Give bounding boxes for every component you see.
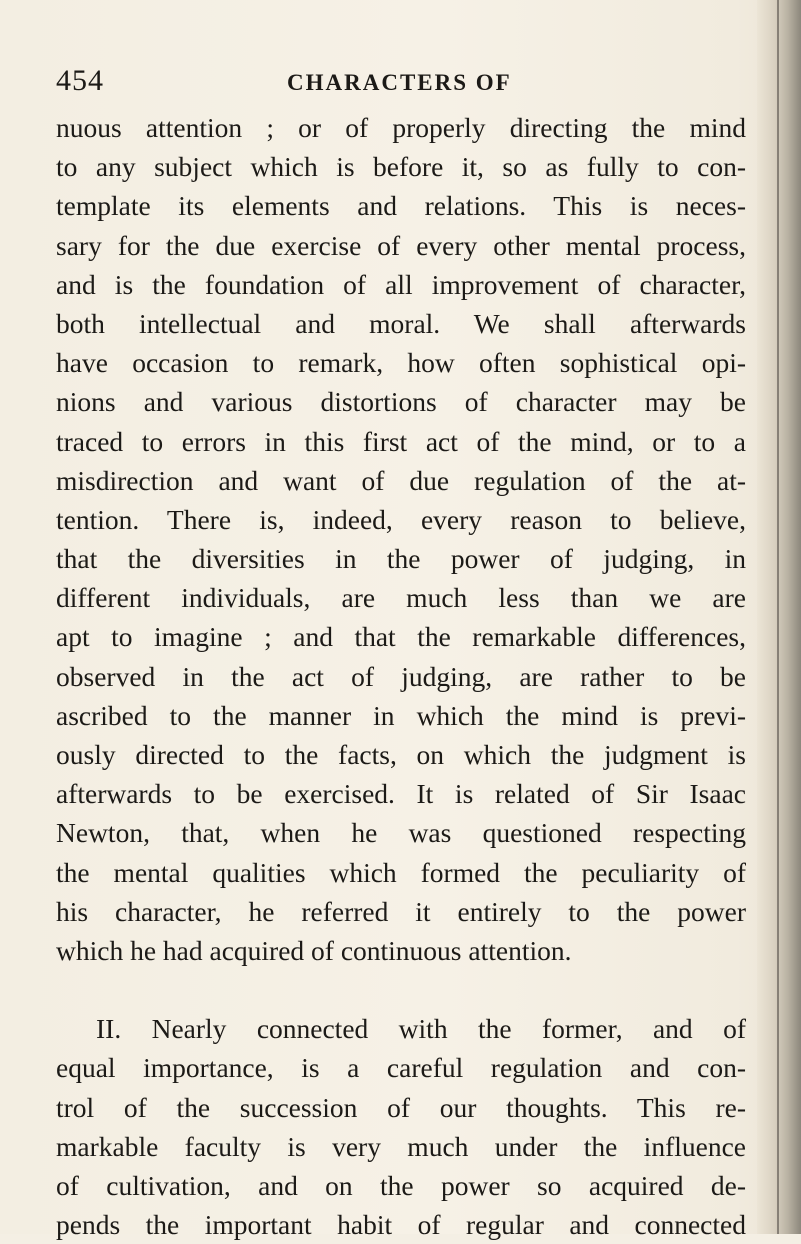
text-line: sary for the due exercise of every other mental process, <box>56 229 746 261</box>
text-line: pends the important habit of regular and connected <box>56 1209 746 1241</box>
text-line: trol of the succession of our thoughts. This re- <box>56 1091 746 1123</box>
text-line: markable faculty is very much under the influence <box>56 1130 746 1162</box>
text-line: template its elements and relations. This is neces- <box>56 190 746 222</box>
paragraph-1 <box>56 108 746 970</box>
text-line: tention. There is, indeed, every reason to believe, <box>56 503 746 535</box>
text-line: and is the foundation of all improvement of character, <box>56 268 746 300</box>
page-number: 454 <box>56 64 104 97</box>
text-line: afterwards to be exercised. It is related of Sir Isaac <box>56 778 746 810</box>
text-line: different individuals, are much less than we are <box>56 582 746 614</box>
text-line: nuous attention ; or of properly directing the mind <box>56 112 746 143</box>
paragraph-gap <box>56 970 746 1009</box>
text-line: have occasion to remark, how often sophistical opi- <box>56 347 746 379</box>
text-line: Newton, that, when he was questioned respecting <box>56 817 746 849</box>
gutter-edge-line <box>777 0 779 1234</box>
running-head: CHARACTERS OF <box>287 70 512 95</box>
text-line: ously directed to the facts, on which the judgment is <box>56 739 746 770</box>
text-line: of cultivation, and on the power so acquired de- <box>56 1169 746 1201</box>
text-line: nions and various distortions of character may be <box>56 386 746 418</box>
text-line: to any subject which is before it, so as fully to con- <box>56 151 746 183</box>
text-line: equal importance, is a careful regulation and con- <box>56 1052 746 1084</box>
text-line: II. Nearly connected with the former, and of <box>96 1013 746 1045</box>
text-line: apt to imagine ; and that the remarkable differences, <box>56 621 746 653</box>
text-line: both intellectual and moral. We shall afterwards <box>56 307 746 339</box>
text-line: ascribed to the manner in which the mind is previ- <box>56 699 746 731</box>
page-gutter-shadow <box>757 0 801 1234</box>
text-line: misdirection and want of due regulation of the at- <box>56 464 746 496</box>
text-line: that the diversities in the power of judging, in <box>56 543 746 575</box>
text-line: the mental qualities which formed the peculiarity of <box>56 856 746 888</box>
text-line: his character, he referred it entirely to the power <box>56 895 746 927</box>
text-line: traced to errors in this first act of the mind, or to a <box>56 425 746 457</box>
text-line: observed in the act of judging, are rather to be <box>56 660 746 692</box>
page-header <box>0 64 801 104</box>
text-line: which he had acquired of continuous attention. <box>56 934 572 966</box>
body-text <box>56 108 746 1244</box>
paragraph-2 <box>56 1009 746 1244</box>
